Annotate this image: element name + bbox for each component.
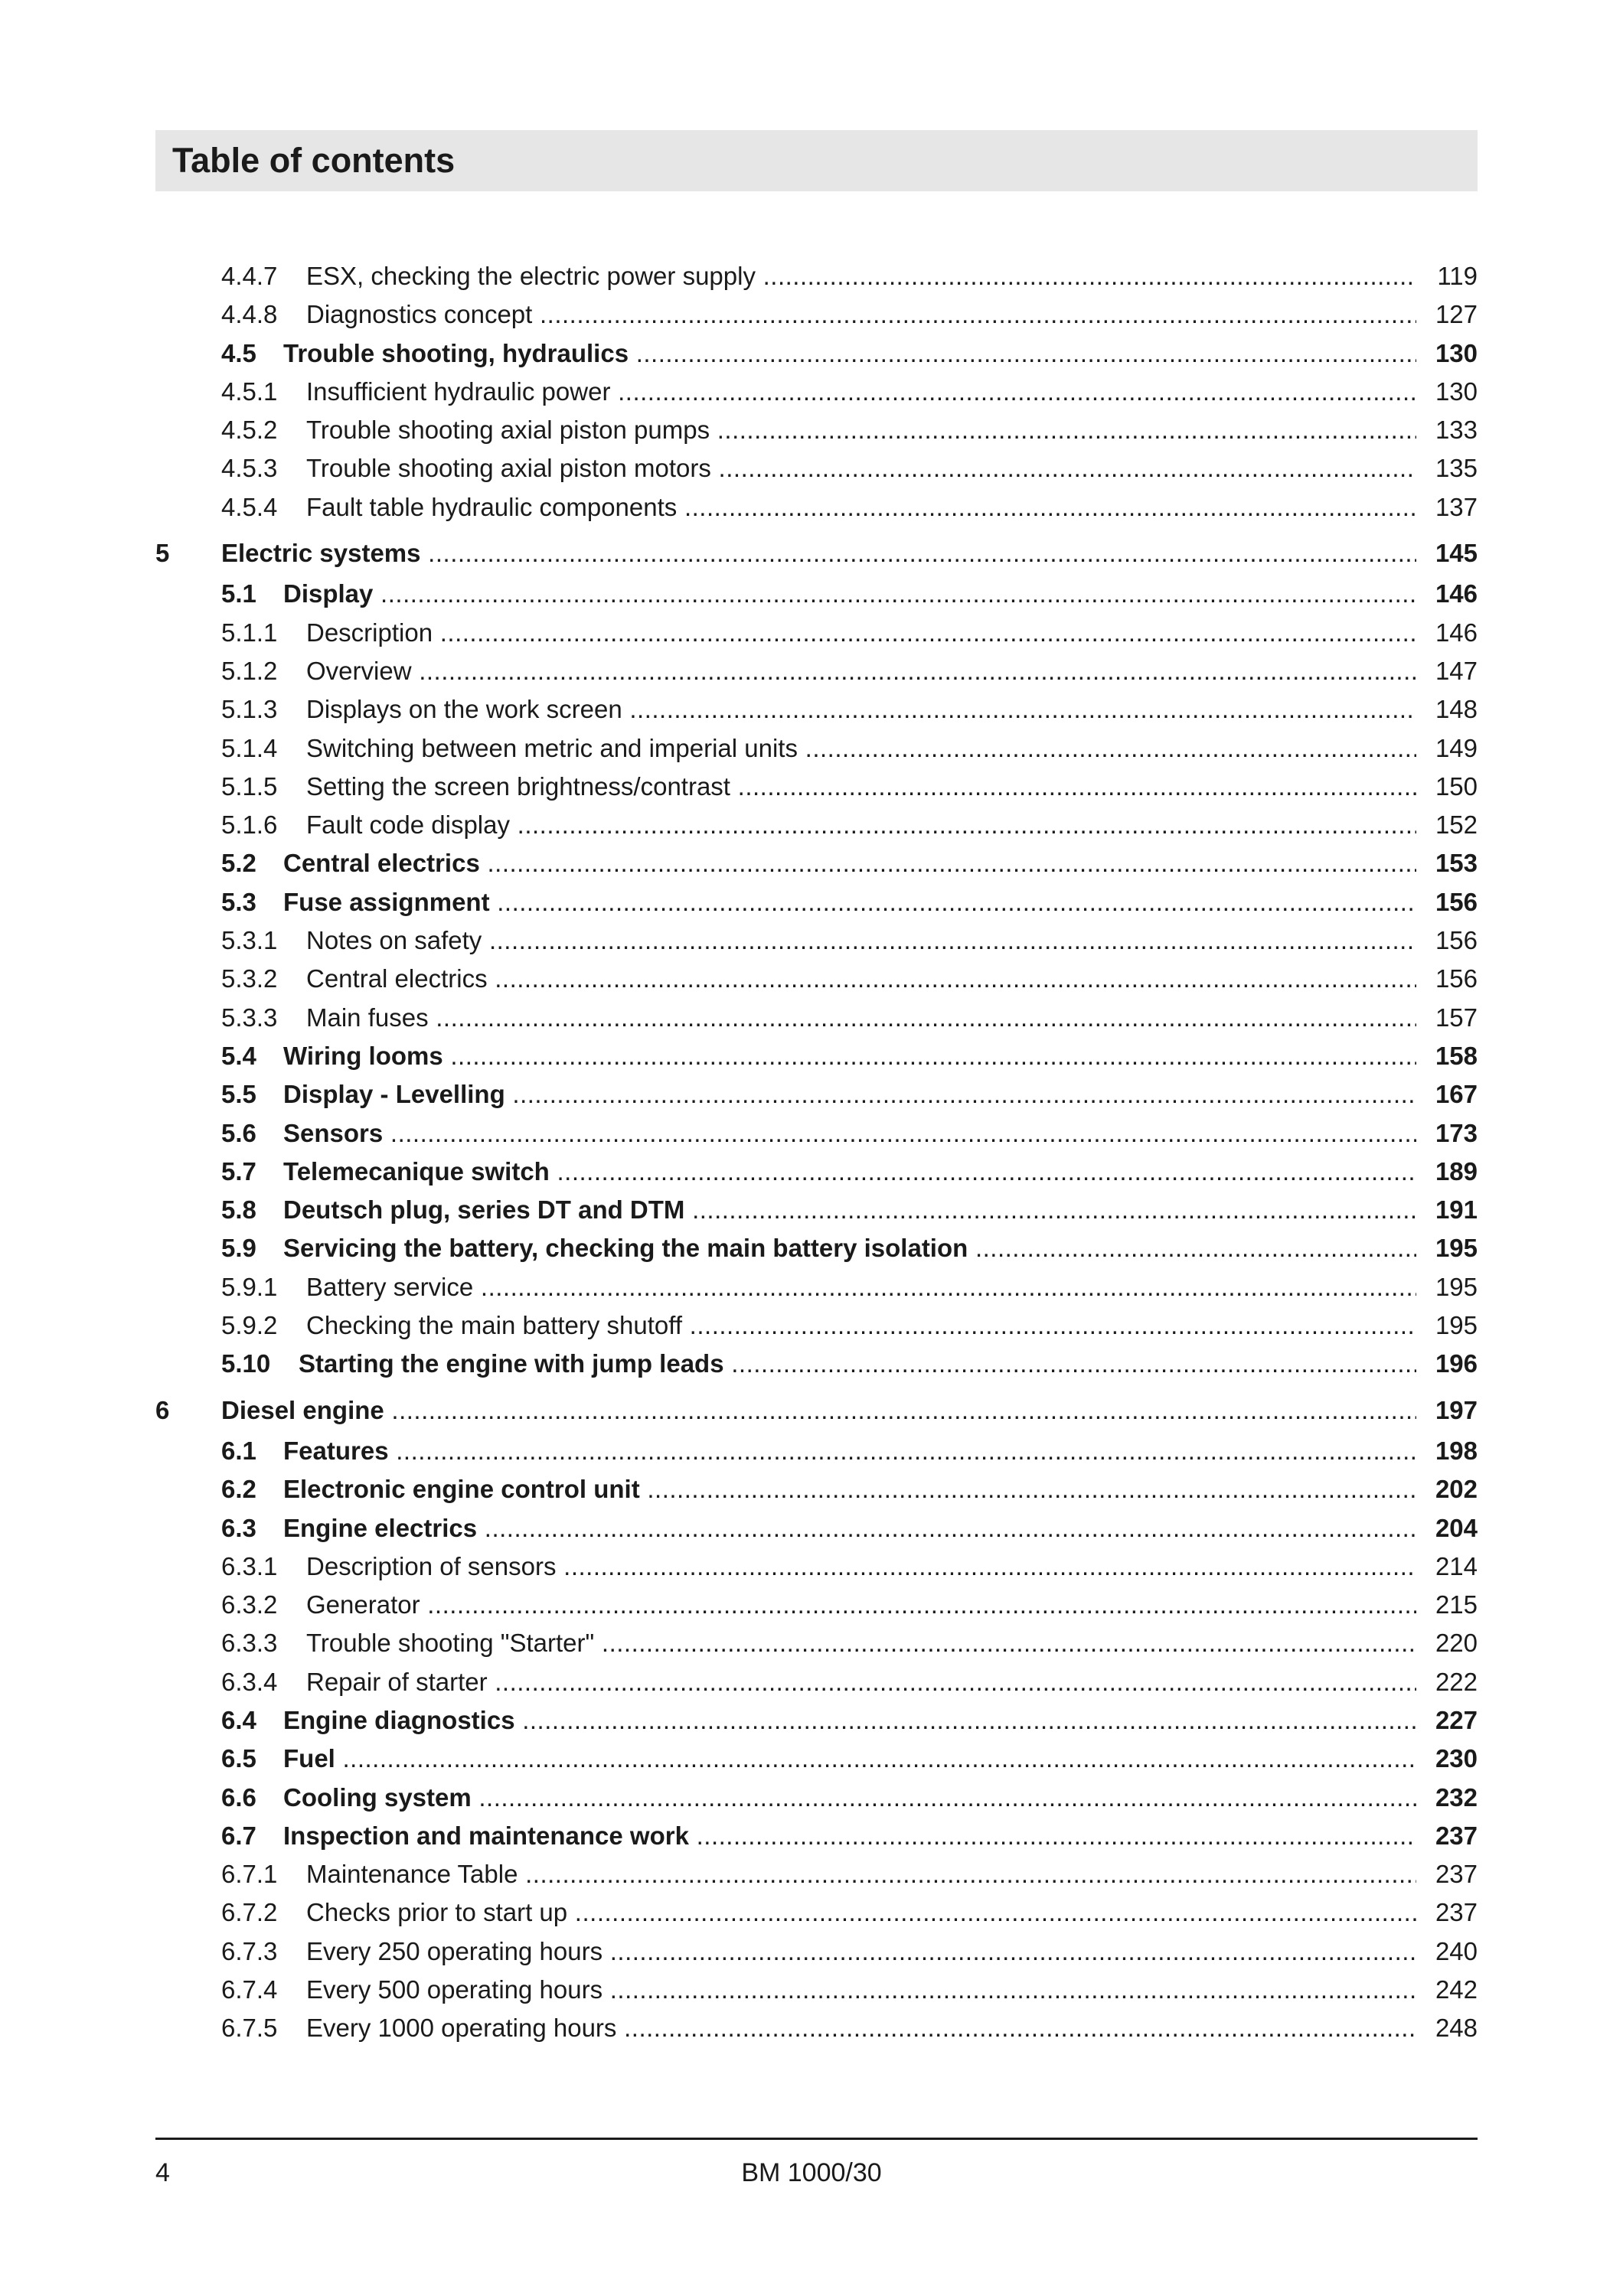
toc-entry-number: 4.5.4 [221, 492, 278, 521]
toc-entry-number: 5.9 [221, 1234, 256, 1263]
toc-entry[interactable] [155, 960, 1478, 998]
toc-entry-title-leader [283, 1191, 1416, 1229]
toc-entry-title: Electric systems [221, 539, 421, 568]
toc-entry[interactable] [155, 534, 1478, 572]
toc-entry[interactable] [155, 488, 1478, 527]
toc-entry-page: 156 [1435, 887, 1478, 916]
toc-entry-title-leader [306, 449, 1416, 488]
toc-entry-number: 4.5.3 [221, 454, 278, 483]
toc-entry-page: 237 [1435, 1821, 1478, 1850]
toc-entry-title-leader [306, 1855, 1416, 1893]
toc-entry-title-leader [306, 1663, 1416, 1701]
toc-entry-page: 222 [1435, 1667, 1478, 1696]
toc-entry-title-leader [306, 1268, 1416, 1306]
toc-entry-number: 5.1 [221, 579, 256, 608]
toc-entry[interactable] [155, 1470, 1478, 1508]
toc-entry-page: 204 [1435, 1513, 1478, 1542]
toc-entry-title: Servicing the battery, checking the main battery isolation [283, 1234, 968, 1263]
toc-entry-title-leader [306, 729, 1416, 768]
toc-entry[interactable] [155, 614, 1478, 652]
toc-entry[interactable] [155, 1268, 1478, 1306]
toc-entry-number: 4.4.7 [221, 262, 278, 290]
toc-entry-title-leader [283, 1817, 1416, 1855]
toc-entry-title: Overview [306, 656, 412, 685]
header-bar [155, 130, 1478, 191]
toc-entry-title: Starting the engine with jump leads [299, 1349, 724, 1378]
toc-entry[interactable] [155, 1548, 1478, 1586]
toc-entry[interactable] [155, 1817, 1478, 1855]
toc-entry[interactable] [155, 1153, 1478, 1191]
toc-entry[interactable] [155, 1114, 1478, 1153]
toc-entry-page: 130 [1435, 338, 1478, 367]
toc-entry[interactable] [155, 295, 1478, 334]
toc-entry[interactable] [155, 1229, 1478, 1267]
toc-entry-number: 6.3.1 [221, 1551, 278, 1580]
toc-entry-title-leader [283, 1432, 1416, 1470]
toc-entry-title: Description of sensors [306, 1551, 557, 1580]
toc-entry[interactable] [155, 1971, 1478, 2009]
toc-entry[interactable] [155, 449, 1478, 488]
toc-entry-number: 4.5.1 [221, 377, 278, 406]
toc-entry-page: 127 [1435, 300, 1478, 329]
toc-entry[interactable] [155, 411, 1478, 449]
toc-entry-title-leader [283, 575, 1416, 613]
toc-entry-title-leader [283, 1779, 1416, 1817]
toc-entry-page: 202 [1435, 1475, 1478, 1504]
toc-entry-page: 150 [1435, 771, 1478, 801]
toc-entry-number: 5.1.1 [221, 618, 278, 647]
toc-entry-title: Checks prior to start up [306, 1898, 568, 1927]
toc-entry[interactable] [155, 257, 1478, 295]
toc-entry-title-leader [283, 1740, 1416, 1778]
toc-entry-number: 4.4.8 [221, 300, 278, 329]
toc-entry-page: 195 [1435, 1272, 1478, 1301]
toc-entry-number: 5.9.1 [221, 1272, 278, 1301]
toc-entry-number: 5.8 [221, 1195, 256, 1225]
toc-entry-number: 5.9.2 [221, 1311, 278, 1340]
toc-entry-title: Trouble shooting, hydraulics [283, 338, 629, 367]
toc-entry-title-leader [283, 1114, 1416, 1153]
toc-entry-number: 5.3.1 [221, 926, 278, 955]
page-title: Table of contents [172, 141, 456, 180]
toc-entry-number: 5.1.5 [221, 771, 278, 801]
toc-entry-title: Cooling system [283, 1782, 472, 1812]
toc-entry-page: 195 [1435, 1311, 1478, 1340]
footer-document-id: BM 1000/30 [741, 2158, 882, 2187]
toc-entry-title-leader [306, 1624, 1416, 1662]
toc-entry-number: 6.3 [221, 1513, 256, 1542]
toc-entry-title-leader [306, 652, 1416, 690]
toc-entry-title: Every 500 operating hours [306, 1975, 603, 2004]
toc-entry-title: Sensors [283, 1118, 384, 1147]
toc-entry-title-leader [306, 1932, 1416, 1971]
toc-entry-page: 156 [1435, 964, 1478, 993]
toc-entry-title-leader [283, 844, 1416, 882]
toc-entry[interactable] [155, 1701, 1478, 1740]
toc-entry-page: 196 [1435, 1349, 1478, 1378]
table-of-contents [155, 257, 1478, 2048]
toc-entry-title-leader [283, 1229, 1416, 1267]
toc-entry-number: 6.7.1 [221, 1860, 278, 1889]
toc-entry-number: 5.1.6 [221, 810, 278, 840]
toc-entry-title-leader [306, 257, 1416, 295]
toc-entry[interactable] [155, 1932, 1478, 1971]
toc-entry[interactable] [155, 1509, 1478, 1548]
toc-entry[interactable] [155, 652, 1478, 690]
toc-entry-number: 6.7.2 [221, 1898, 278, 1927]
toc-entry-page: 135 [1435, 454, 1478, 483]
toc-entry-number: 6.3.3 [221, 1629, 278, 1658]
toc-entry-title-leader [306, 1971, 1416, 2009]
toc-entry-title: Deutsch plug, series DT and DTM [283, 1195, 685, 1225]
toc-entry[interactable] [155, 1586, 1478, 1624]
toc-entry-page: 220 [1435, 1629, 1478, 1658]
footer-page-number: 4 [155, 2158, 170, 2187]
toc-entry-number: 5.7 [221, 1156, 256, 1186]
toc-entry[interactable] [155, 1391, 1478, 1430]
toc-entry-page: 149 [1435, 733, 1478, 762]
toc-entry-page: 230 [1435, 1744, 1478, 1773]
toc-entry[interactable] [155, 1893, 1478, 1932]
toc-entry-title: Diesel engine [221, 1395, 384, 1424]
toc-entry-title: Display [283, 579, 374, 608]
toc-entry-title-leader [283, 1701, 1416, 1740]
toc-entry-page: 133 [1435, 416, 1478, 445]
toc-entry-page: 240 [1435, 1936, 1478, 1965]
toc-entry-number: 5.4 [221, 1041, 256, 1070]
toc-entry-page: 248 [1435, 2014, 1478, 2043]
toc-entry[interactable] [155, 1306, 1478, 1345]
toc-entry-title: Displays on the work screen [306, 695, 622, 724]
toc-entry[interactable] [155, 729, 1478, 768]
toc-entry[interactable] [155, 1345, 1478, 1383]
toc-entry-page: 146 [1435, 579, 1478, 608]
toc-entry[interactable] [155, 690, 1478, 729]
toc-entry-number: 4.5 [221, 338, 256, 367]
toc-entry[interactable] [155, 1075, 1478, 1114]
toc-entry-number: 5.3.2 [221, 964, 278, 993]
toc-entry-title-leader [221, 1391, 1416, 1430]
toc-entry-page: 156 [1435, 926, 1478, 955]
toc-entry-page: 147 [1435, 656, 1478, 685]
toc-entry-title: Diagnostics concept [306, 300, 533, 329]
toc-entry-page: 237 [1435, 1860, 1478, 1889]
toc-entry[interactable] [155, 844, 1478, 882]
toc-entry-title-leader [299, 1345, 1416, 1383]
toc-entry-title: Trouble shooting "Starter" [306, 1629, 595, 1658]
toc-entry-number: 6.6 [221, 1782, 256, 1812]
toc-entry[interactable] [155, 883, 1478, 921]
toc-entry-page: 173 [1435, 1118, 1478, 1147]
toc-entry-number: 6.1 [221, 1436, 256, 1465]
toc-entry-title: Trouble shooting axial piston pumps [306, 416, 710, 445]
toc-entry-title-leader [283, 1037, 1416, 1075]
toc-entry-number: 6.4 [221, 1705, 256, 1734]
toc-entry[interactable] [155, 806, 1478, 844]
toc-entry-title-leader [283, 1153, 1416, 1191]
toc-entry-title: Every 250 operating hours [306, 1936, 603, 1965]
toc-entry-title-leader [306, 806, 1416, 844]
toc-entry-title-leader [306, 768, 1416, 806]
toc-entry-title: Electronic engine control unit [283, 1475, 640, 1504]
toc-entry[interactable] [155, 1037, 1478, 1075]
toc-entry-number: 5.5 [221, 1080, 256, 1109]
toc-entry-number: 5.1.4 [221, 733, 278, 762]
toc-entry-page: 157 [1435, 1003, 1478, 1032]
toc-entry-title-leader [306, 1893, 1416, 1932]
toc-entry-title-leader [283, 1075, 1416, 1114]
toc-entry[interactable] [155, 1740, 1478, 1778]
toc-entry-title-leader [306, 1586, 1416, 1624]
toc-entry[interactable] [155, 1432, 1478, 1470]
toc-entry-title-leader [306, 614, 1416, 652]
toc-entry-title-leader [283, 883, 1416, 921]
toc-entry-title: Switching between metric and imperial units [306, 733, 798, 762]
footer-divider [155, 2138, 1478, 2140]
toc-entry[interactable] [155, 1663, 1478, 1701]
toc-entry-title: Trouble shooting axial piston motors [306, 454, 711, 483]
toc-entry-number: 4.5.2 [221, 416, 278, 445]
toc-entry-number: 5.3.3 [221, 1003, 278, 1032]
toc-entry-title-leader [283, 334, 1416, 373]
toc-entry-title: Checking the main battery shutoff [306, 1311, 683, 1340]
toc-entry-number: 6 [155, 1395, 170, 1424]
toc-entry-title-leader [283, 1470, 1416, 1508]
toc-entry[interactable] [155, 2009, 1478, 2047]
toc-entry-number: 6.7.4 [221, 1975, 278, 2004]
toc-entry-page: 191 [1435, 1195, 1478, 1225]
toc-entry-title: Insufficient hydraulic power [306, 377, 611, 406]
toc-entry-title: Maintenance Table [306, 1860, 518, 1889]
toc-entry-number: 5.1.2 [221, 656, 278, 685]
toc-entry-number: 5 [155, 539, 170, 568]
toc-entry-title-leader [306, 921, 1416, 960]
toc-entry[interactable] [155, 768, 1478, 806]
toc-entry-page: 167 [1435, 1080, 1478, 1109]
toc-entry-title: Engine diagnostics [283, 1705, 515, 1734]
toc-entry-title: Central electrics [283, 849, 480, 878]
toc-entry[interactable] [155, 575, 1478, 613]
toc-entry-title-leader [306, 488, 1416, 527]
toc-entry-title: Fault table hydraulic components [306, 492, 678, 521]
toc-entry-page: 195 [1435, 1234, 1478, 1263]
toc-entry-number: 6.2 [221, 1475, 256, 1504]
toc-entry-page: 158 [1435, 1041, 1478, 1070]
toc-entry-title: Every 1000 operating hours [306, 2014, 617, 2043]
toc-entry-title: Setting the screen brightness/contrast [306, 771, 730, 801]
toc-entry[interactable] [155, 1191, 1478, 1229]
toc-entry-title: Inspection and maintenance work [283, 1821, 689, 1850]
toc-entry-page: 189 [1435, 1156, 1478, 1186]
toc-entry-page: 148 [1435, 695, 1478, 724]
toc-entry-title: Features [283, 1436, 389, 1465]
toc-entry-title: Notes on safety [306, 926, 482, 955]
toc-entry-page: 146 [1435, 618, 1478, 647]
toc-entry[interactable] [155, 373, 1478, 411]
toc-entry-page: 137 [1435, 492, 1478, 521]
toc-entry-number: 6.5 [221, 1744, 256, 1773]
toc-entry-title-leader [221, 534, 1416, 572]
toc-entry-title: Fuel [283, 1744, 335, 1773]
toc-entry-page: 227 [1435, 1705, 1478, 1734]
toc-entry-title-leader [306, 690, 1416, 729]
toc-entry-page: 232 [1435, 1782, 1478, 1812]
toc-entry-page: 215 [1435, 1590, 1478, 1619]
toc-entry-number: 6.7.3 [221, 1936, 278, 1965]
toc-entry-number: 5.2 [221, 849, 256, 878]
toc-entry-number: 5.1.3 [221, 695, 278, 724]
toc-entry[interactable] [155, 1779, 1478, 1817]
toc-entry-title-leader [306, 960, 1416, 998]
toc-entry-title-leader [283, 1509, 1416, 1548]
toc-entry-title: Telemecanique switch [283, 1156, 550, 1186]
toc-entry-title: Description [306, 618, 433, 647]
toc-entry-title: Main fuses [306, 1003, 429, 1032]
toc-entry-title: Repair of starter [306, 1667, 488, 1696]
toc-entry-number: 6.3.2 [221, 1590, 278, 1619]
toc-entry-title-leader [306, 373, 1416, 411]
toc-entry-page: 153 [1435, 849, 1478, 878]
toc-entry-title: Generator [306, 1590, 420, 1619]
toc-entry-page: 197 [1435, 1395, 1478, 1424]
toc-entry-page: 152 [1435, 810, 1478, 840]
toc-entry-title: Wiring looms [283, 1041, 443, 1070]
toc-entry-title: ESX, checking the electric power supply [306, 262, 756, 290]
toc-entry-page: 130 [1435, 377, 1478, 406]
toc-entry-number: 5.10 [221, 1349, 271, 1378]
toc-entry-page: 119 [1437, 262, 1478, 290]
toc-entry[interactable] [155, 999, 1478, 1037]
toc-entry-number: 5.3 [221, 887, 256, 916]
toc-entry-title-leader [306, 999, 1416, 1037]
toc-entry[interactable] [155, 334, 1478, 373]
toc-entry-number: 6.7.5 [221, 2014, 278, 2043]
toc-entry-title: Battery service [306, 1272, 474, 1301]
toc-entry-title: Central electrics [306, 964, 488, 993]
toc-entry-number: 5.6 [221, 1118, 256, 1147]
toc-entry-page: 237 [1435, 1898, 1478, 1927]
toc-entry-title-leader [306, 411, 1416, 449]
toc-entry[interactable] [155, 921, 1478, 960]
toc-entry-number: 6.3.4 [221, 1667, 278, 1696]
toc-entry-page: 214 [1435, 1551, 1478, 1580]
toc-entry-number: 6.7 [221, 1821, 256, 1850]
toc-entry-title: Display - Levelling [283, 1080, 505, 1109]
toc-entry-page: 145 [1435, 539, 1478, 568]
toc-entry[interactable] [155, 1624, 1478, 1662]
toc-entry-title: Fault code display [306, 810, 510, 840]
toc-entry-title: Fuse assignment [283, 887, 490, 916]
toc-entry-page: 198 [1435, 1436, 1478, 1465]
toc-entry[interactable] [155, 1855, 1478, 1893]
toc-entry-page: 242 [1435, 1975, 1478, 2004]
toc-entry-title-leader [306, 295, 1416, 334]
toc-entry-title-leader [306, 1548, 1416, 1586]
toc-entry-title-leader [306, 2009, 1416, 2047]
toc-entry-title: Engine electrics [283, 1513, 478, 1542]
toc-entry-title-leader [306, 1306, 1416, 1345]
